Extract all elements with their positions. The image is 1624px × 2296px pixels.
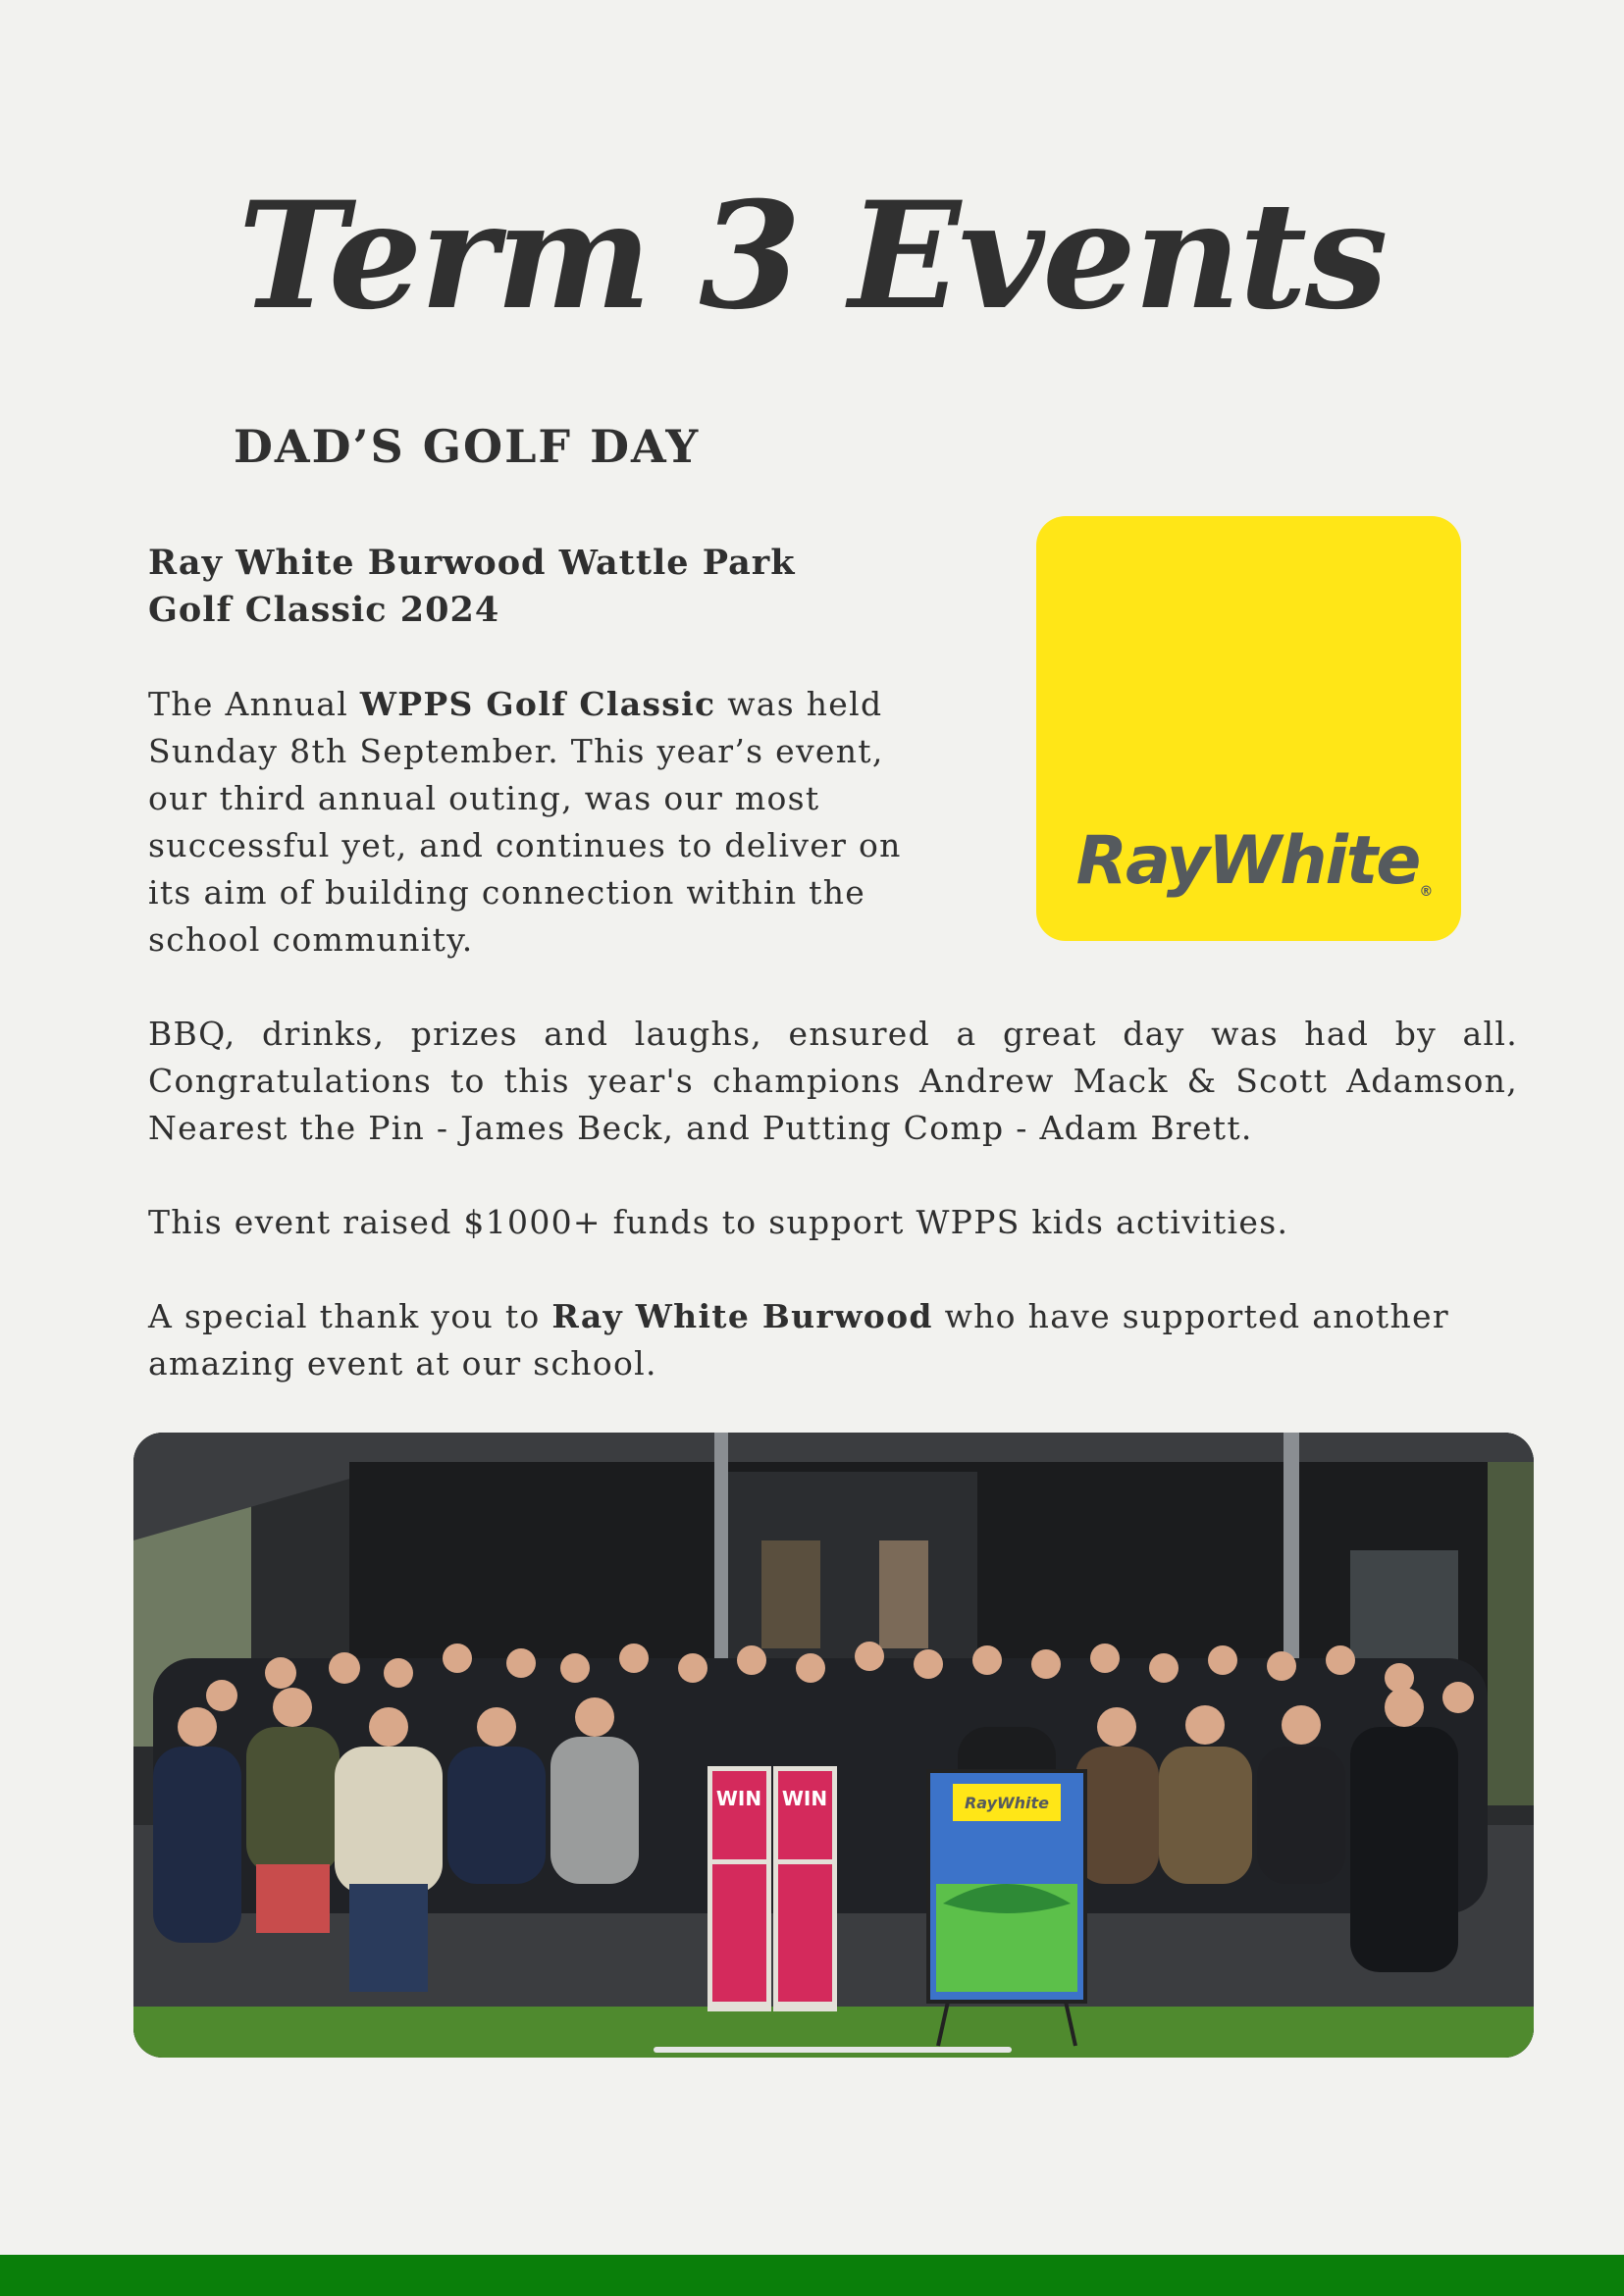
intro-bold-text: WPPS Golf Classic: [359, 685, 716, 723]
raywhite-logo-wordmark: [1036, 822, 1461, 900]
event-subtitle-line1: Ray White Burwood Wattle Park: [148, 543, 796, 583]
intro-text-end: was held Sunday 8th September. This year’s event, our third annual outing, was our most successful yet, and continues to deliver on its aim of building connection within the school community.: [148, 685, 902, 959]
funds-paragraph: This event raised $1000+ funds to support WPPS kids activities.: [148, 1203, 1289, 1241]
thanks-text-start: A special thank you to: [148, 1297, 552, 1335]
event-subtitle-line2: Golf Classic 2024: [148, 590, 500, 630]
group-photo: [133, 1433, 1534, 2058]
intro-paragraph: [148, 681, 953, 964]
sign-brand: RayWhite: [964, 1794, 1050, 1812]
thanks-bold-text: Ray White Burwood: [551, 1297, 933, 1335]
raywhite-logo-text: RayWhite: [1075, 822, 1420, 900]
raywhite-logo: [1036, 516, 1461, 941]
registered-mark: ®: [1419, 884, 1432, 900]
poster-right: [773, 1766, 837, 2011]
champions-paragraph: BBQ, drinks, prizes and laughs, ensured a great day was had by all. Congratulations to this year's champions Andrew Mack & Scott Adamson, Nearest the Pin - James Beck, and Putting Comp - Adam Brett.: [148, 1015, 1518, 1147]
group-photo-illustration: [133, 1433, 1534, 2058]
intro-text-start: The Annual: [148, 685, 360, 723]
event-subtitle: [148, 540, 855, 634]
poster-left-heading: WIN: [715, 1787, 762, 1810]
thanks-paragraph: [148, 1293, 1518, 1387]
poster-right-heading: WIN: [781, 1787, 828, 1810]
page-title: Term 3 Events: [237, 169, 1387, 342]
poster-left: [707, 1766, 771, 2011]
section-heading: DAD’S GOLF DAY: [234, 420, 701, 473]
thanks-text-end: who have supported another amazing event at our school.: [148, 1297, 1449, 1383]
footer-bar: [0, 2255, 1624, 2296]
